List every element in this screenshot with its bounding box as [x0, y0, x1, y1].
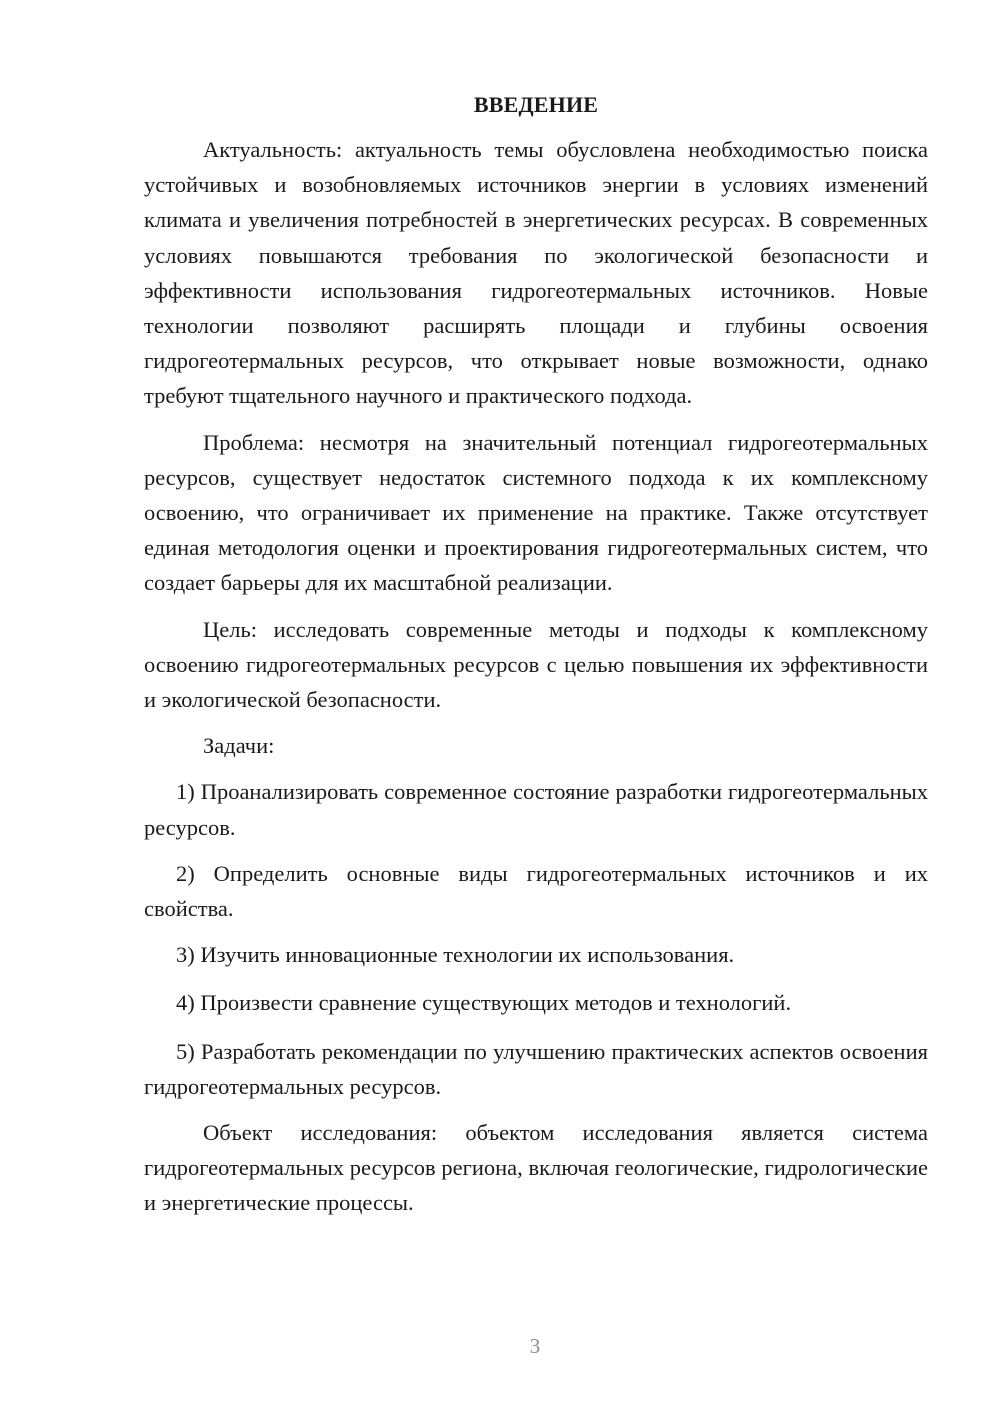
task-item-4: 4) Произвести сравнение существующих методов и технологий. — [176, 990, 792, 1016]
task-item-3: 3) Изучить инновационные технологии их использования. — [176, 942, 735, 968]
tasks-label: Задачи: — [203, 733, 275, 759]
paragraph-relevance: Актуальность: актуальность темы обусловлена необходимостью поиска устойчивых и возобновляемых источников энергии в условиях изменений климата и увеличения потребностей в энергетических ресурсах. В современных условиях повышаются требования по экологической безопасности и эффективности использования гидрогеотермальных источников. Новые технологии позволяют расширять площади и глубины освоения гидрогеотермальных ресурсов, что открывает новые возможности, однако требуют тщательного научного и практического подхода. — [144, 137, 928, 409]
document-page — [144, 92, 928, 1232]
paragraph-problem: Проблема: несмотря на значительный потенциал гидрогеотермальных ресурсов, существует недостаток системного подхода к их комплексному освоению, что ограничивает их применение на практике. Также отсутствует единая методология оценки и проектирования гидрогеотермальных систем, что создает барьеры для их масштабной реализации. — [144, 429, 928, 596]
task-item-1: 1) Проанализировать современное состояние разработки гидрогеотермальных ресурсов. — [144, 779, 928, 840]
paragraph-goal: Цель: исследовать современные методы и подходы к комплексному освоению гидрогеотермальных ресурсов с целью повышения их эффективности и экологической безопасности. — [144, 616, 928, 713]
task-item-5: 5) Разработать рекомендации по улучшению практических аспектов освоения гидрогеотермальных ресурсов. — [144, 1038, 928, 1099]
task-item-2: 2) Определить основные виды гидрогеотермальных источников и их свойства. — [144, 860, 928, 922]
section-title: ВВЕДЕНИЕ — [473, 92, 599, 117]
page-number: 3 — [529, 1334, 541, 1358]
paragraph-object: Объект исследования: объектом исследования является система гидрогеотермальных ресурсов региона, включая геологические, гидрологические и энергетические процессы. — [144, 1120, 928, 1216]
